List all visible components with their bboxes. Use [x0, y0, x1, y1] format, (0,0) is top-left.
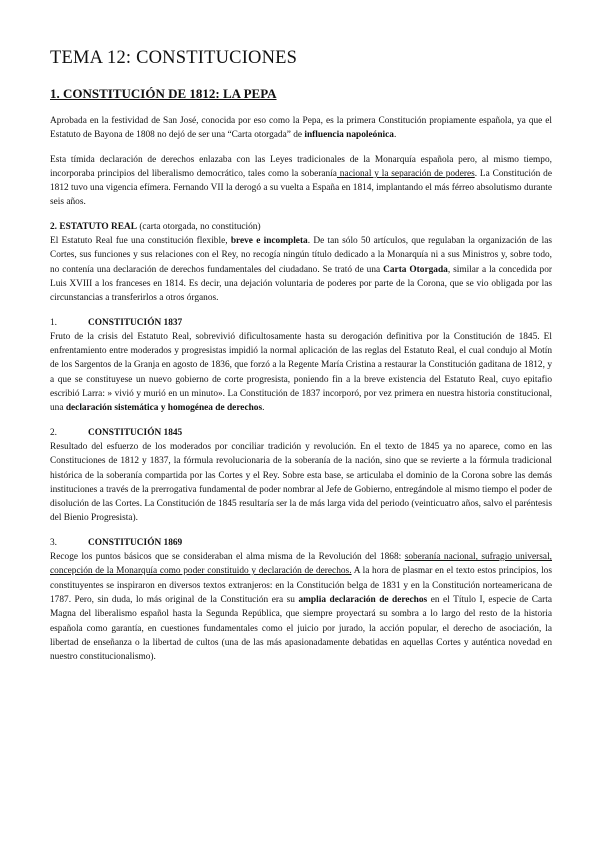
text-run: , similar a la concedida por Luis XVIII a los franceses en 1814. Es decir, una dejación voluntaria de poderes por parte de la Corona, que se vio obligada por las circunstancias a transferirlos a otros órganos.: [50, 264, 553, 304]
section-heading-1869: [50, 536, 552, 550]
heading-note: (carta otorgada, no constitución): [136, 221, 261, 232]
bold-text: amplia declaración de derechos: [298, 594, 428, 605]
text-run: .: [262, 403, 265, 414]
bold-text: declaración sistemática y homogénea de derechos: [65, 403, 263, 414]
paragraph-1869: [50, 550, 552, 664]
bold-text: Carta Otorgada: [383, 264, 448, 275]
document-page: [50, 48, 552, 664]
paragraph-1812-intro: [50, 114, 552, 143]
text-run: Esta tímida declaración de derechos enlazaba con las Leyes tradicionales de la Monarquía española pero, al mismo tiempo, incorporaba principios del liberalismo democrático, tales como la soberanía: [50, 154, 552, 179]
text-run: . De tan sólo 50 artículos, que regulaban la organización de las Cortes, sus funciones y sus relaciones con el Rey, no recogía ningún título dedicado a la Monarquía ni a sus Ministros y, sobre todo, no contenía una declaración de derechos fundamentales del ciudadano. Se trató de una: [50, 236, 552, 275]
underlined-text: soberanía nacional, sufragio universal, concepción de la Monarquía como poder constituido y declaración de derechos.: [50, 552, 553, 577]
paragraph-1845: Resultado del esfuerzo de los moderados por conciliar tradición y revolución. En el texto de 1845 ya no aparece, como en las Constituciones de 1812 y 1837, la fórmula revolucionaria de la soberanía de la nación, sino que se revierte a la fórmula tradicional histórica de la soberanía compartida por las Cortes y el Rey. Sobre esta base, se articulaba el dominio de la Corona sobre las demás instituciones a través de la prerrogativa fundamental de poder nombrar al Jefe de Gobierno, entregándole al mismo tiempo el poder de disolución de las Cortes. La Constitución de 1845 resultaría ser la de más larga vida del periodo (veinticuatro años, salvo el paréntesis del Bienio Progresista).: [50, 441, 552, 524]
text-run: Recoge los puntos básicos que se consideraban el alma misma de la Revolución del 1868:: [50, 552, 405, 563]
text-run: El Estatuto Real fue una constitución flexible,: [50, 236, 231, 247]
bold-text: breve e incompleta: [230, 236, 308, 247]
heading-text: CONSTITUCIÓN 1845: [88, 427, 183, 438]
section-number: 1.: [50, 317, 58, 328]
paragraph-estatuto: [50, 234, 552, 305]
heading-text: CONSTITUCIÓN 1837: [88, 317, 183, 328]
text-run: Fruto de la crisis del Estatuto Real, sobrevivió dificultosamente hasta su derogación definitiva por la Constitución de 1845. El enfrentamiento entre moderados y progresistas impidió la normal aplicación de las reglas del Estatuto Real, el cual condujo al Motín de los Sargentos de la Granja en agosto de 1836, que forzó a la Regente María Cristina a restaurar la Constitución gaditana de 1812, y a que se constituyese un nuevo gobierno de corte progresista, poniendo fin a la breve existencia del Estatuto Real, cuyo epitafio escribió Larra: » vivió y murió en un minuto». La Constitución de 1837 incorporó, por vez primera en nuestra historia constitucional, una: [50, 331, 552, 414]
bold-text: influencia napoleónica: [304, 130, 394, 141]
section-heading-1837: [50, 316, 552, 330]
text-run: . La Constitución de 1812 tuvo una vigencia efímera. Fernando VII la derogó a su vuelta a España en 1814, implantando el más férreo absolutismo durante seis años.: [50, 168, 552, 208]
paragraph-1812-detail: [50, 153, 552, 210]
page-title: TEMA 12: CONSTITUCIONES: [50, 48, 298, 68]
text-run: Aprobada en la festividad de San José, conocida por eso como la Pepa, es la primera Constitución propiamente española, ya que el Estatuto de Bayona de 1808 no dejó de ser una “Carta otorgada” de: [50, 116, 552, 141]
section-heading-1845: [50, 426, 552, 440]
underlined-text: nacional y la separación de poderes: [336, 168, 475, 179]
heading-text: 2. ESTATUTO REAL: [50, 221, 137, 232]
section-number: 2.: [50, 427, 58, 438]
section-heading-1812: 1. CONSTITUCIÓN DE 1812: LA PEPA: [50, 86, 277, 101]
text-run: en el Título I, especie de Carta Magna del liberalismo español hasta la Segunda República, que siempre proyectará su sombra a lo largo del resto de la historia española como garantía, en cuestiones fundamentales como el juicio por jurado, la acción popular, el derecho de asociación, la libertad de enseñanza o la libertad de cultos (una de las más apasionadamente debatidas en aquellas Cortes y auténtica novedad en nuestro constitucionalismo).: [50, 594, 553, 663]
paragraph-1837: [50, 330, 552, 416]
heading-text: CONSTITUCIÓN 1869: [88, 537, 183, 548]
text-run: .: [393, 130, 397, 141]
section-heading-estatuto: [50, 220, 552, 234]
section-number: 3.: [50, 537, 58, 548]
text-run: A la hora de plasmar en el texto estos principios, los constituyentes se inspiraron en diversos textos extranjeros: en la Constitución belga de 1831 y en la Constitución norteamericana de 1787. Pero, sin duda, lo más original de la Constitución era su: [50, 566, 552, 605]
